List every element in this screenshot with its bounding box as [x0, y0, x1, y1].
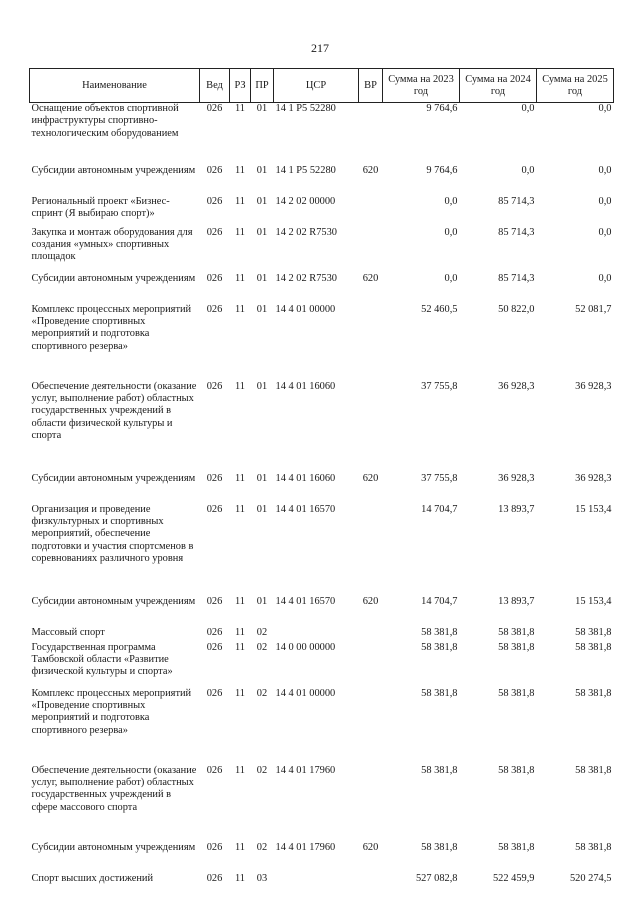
row-sum-2024: 36 928,3: [498, 380, 535, 392]
row-csr: 14 4 01 16570: [275, 503, 336, 515]
row-csr: 14 4 01 17960: [275, 764, 336, 776]
col-header-sum-2023: Сумма на 2023 год: [383, 69, 460, 103]
row-name: Обеспечение деятельности (оказание услуг, выполнение работ) областных государственных учреждений в области физической культуры и спорта: [31, 380, 197, 442]
row-sum-2024: 85 714,3: [498, 195, 535, 207]
row-ved: 026: [206, 841, 223, 853]
row-name: Региональный проект «Бизнес-спринт (Я выбираю спорт)»: [31, 195, 170, 219]
row-sum-2025: 36 928,3: [575, 380, 612, 392]
row-sum-2024: 58 381,8: [498, 764, 535, 776]
row-rz: 11: [234, 641, 245, 653]
row-sum-2023: 58 381,8: [421, 687, 458, 699]
col-header-name: Наименование: [30, 69, 200, 103]
row-sum-2025: 520 274,5: [569, 872, 612, 884]
row-sum-2023: 0,0: [444, 272, 458, 284]
row-pr: 01: [256, 272, 268, 284]
col-header-pr: ПР: [251, 69, 274, 103]
row-sum-2023: 58 381,8: [421, 626, 458, 638]
row-name: Массовый спорт: [31, 626, 105, 638]
row-sum-2024: 0,0: [521, 103, 535, 114]
row-name: Комплекс процессных мероприятий «Проведение спортивных мероприятий и подготовка спортивного резерва»: [31, 303, 192, 352]
table-row: [30, 196, 614, 227]
table-row: [30, 304, 614, 381]
table-row: [30, 165, 614, 196]
row-ved: 026: [206, 164, 223, 176]
row-rz: 11: [234, 872, 245, 884]
row-ved: 026: [206, 195, 223, 207]
row-csr: 14 2 02 R7530: [275, 272, 337, 284]
col-header-rz: РЗ: [230, 69, 251, 103]
row-sum-2023: 0,0: [444, 226, 458, 238]
row-csr: 14 4 01 17960: [275, 841, 336, 853]
row-sum-2024: 0,0: [521, 164, 535, 176]
row-vr: [359, 688, 383, 765]
row-rz: 11: [234, 380, 245, 392]
row-name: Закупка и монтаж оборудования для создания «умных» спортивных площадок: [31, 226, 193, 263]
row-sum-2023: 9 764,6: [426, 103, 458, 114]
row-vr: 620: [362, 841, 379, 853]
row-rz: 11: [234, 195, 245, 207]
row-pr: 01: [256, 195, 268, 207]
row-rz: 11: [234, 226, 245, 238]
row-ved: 026: [206, 595, 223, 607]
row-pr: 01: [256, 103, 268, 114]
row-pr: 01: [256, 472, 268, 484]
row-sum-2025: 58 381,8: [575, 687, 612, 699]
table-row: [30, 627, 614, 642]
row-name: Субсидии автономным учреждениям: [31, 841, 196, 853]
table-row: [30, 504, 614, 596]
row-sum-2025: 0,0: [598, 164, 612, 176]
row-sum-2025: 15 153,4: [575, 503, 612, 515]
row-sum-2025: 0,0: [598, 226, 612, 238]
row-pr: 01: [256, 226, 268, 238]
row-sum-2025: 0,0: [598, 272, 612, 284]
row-sum-2023: 58 381,8: [421, 764, 458, 776]
row-ved: 026: [206, 687, 223, 699]
row-sum-2025: 58 381,8: [575, 841, 612, 853]
table-header-row: [30, 69, 614, 103]
row-rz: 11: [234, 841, 245, 853]
row-sum-2024: 522 459,9: [492, 872, 535, 884]
row-rz: 11: [234, 687, 245, 699]
row-pr: 01: [256, 595, 268, 607]
row-rz: 11: [234, 626, 245, 638]
row-name: Субсидии автономным учреждениям: [31, 595, 196, 607]
row-name: Субсидии автономным учреждениям: [31, 472, 196, 484]
row-rz: 11: [234, 103, 245, 114]
row-pr: 02: [256, 687, 268, 699]
row-sum-2023: 58 381,8: [421, 641, 458, 653]
table-row: [30, 596, 614, 627]
row-sum-2024: 13 893,7: [498, 503, 535, 515]
row-ved: 026: [206, 764, 223, 776]
row-name: Обеспечение деятельности (оказание услуг, выполнение работ) областных государственных учреждений в сфере массового спорта: [31, 764, 197, 813]
row-sum-2024: 85 714,3: [498, 226, 535, 238]
row-csr: 14 4 01 00000: [275, 303, 336, 315]
table-row: [30, 273, 614, 304]
row-ved: 026: [206, 380, 223, 392]
row-sum-2024: 13 893,7: [498, 595, 535, 607]
row-pr: 02: [256, 764, 268, 776]
row-sum-2025: 15 153,4: [575, 595, 612, 607]
row-rz: 11: [234, 503, 245, 515]
row-sum-2024: 58 381,8: [498, 687, 535, 699]
budget-table: [29, 68, 614, 893]
row-sum-2025: 58 381,8: [575, 641, 612, 653]
row-vr: [359, 765, 383, 842]
row-rz: 11: [234, 303, 245, 315]
row-sum-2024: 85 714,3: [498, 272, 535, 284]
row-sum-2023: 37 755,8: [421, 472, 458, 484]
row-rz: 11: [234, 272, 245, 284]
row-sum-2024: 58 381,8: [498, 841, 535, 853]
row-sum-2023: 37 755,8: [421, 380, 458, 392]
row-rz: 11: [234, 164, 245, 176]
row-ved: 026: [206, 626, 223, 638]
row-rz: 11: [234, 472, 245, 484]
row-vr: [359, 196, 383, 227]
col-header-csr: ЦСР: [274, 69, 359, 103]
row-ved: 026: [206, 641, 223, 653]
row-name: Спорт высших достижений: [31, 872, 154, 884]
row-ved: 026: [206, 503, 223, 515]
row-csr: 14 0 00 00000: [275, 641, 336, 653]
row-sum-2023: 14 704,7: [421, 595, 458, 607]
row-name: Комплекс процессных мероприятий «Проведение спортивных мероприятий и подготовка спортивного резерва»: [31, 687, 192, 736]
row-sum-2025: 58 381,8: [575, 764, 612, 776]
row-pr: 01: [256, 503, 268, 515]
row-name: Оснащение объектов спортивной инфраструктуры спортивно-технологическим оборудованием: [31, 103, 179, 139]
row-ved: 026: [206, 272, 223, 284]
row-sum-2025: 0,0: [598, 195, 612, 207]
row-vr: [359, 873, 383, 893]
row-pr: 02: [256, 841, 268, 853]
row-sum-2024: 58 381,8: [498, 641, 535, 653]
row-csr: 14 1 Р5 52280: [275, 164, 336, 176]
row-sum-2023: 9 764,6: [426, 164, 458, 176]
row-pr: 02: [256, 641, 268, 653]
row-sum-2025: 0,0: [598, 103, 612, 114]
row-sum-2023: 14 704,7: [421, 503, 458, 515]
row-name: Субсидии автономным учреждениям: [31, 272, 196, 284]
table-row: [30, 842, 614, 873]
row-pr: 01: [256, 164, 268, 176]
row-vr: 620: [362, 595, 379, 607]
row-vr: 620: [362, 164, 379, 176]
row-rz: 11: [234, 595, 245, 607]
row-vr: [359, 627, 383, 642]
table-row: [30, 642, 614, 688]
row-vr: [359, 504, 383, 596]
row-pr: 02: [256, 626, 268, 638]
row-csr: 14 4 01 00000: [275, 687, 336, 699]
table-row: [30, 381, 614, 473]
table-row: [30, 103, 614, 165]
row-sum-2025: 52 081,7: [575, 303, 612, 315]
row-name: Государственная программа Тамбовской области «Развитие физической культуры и спорта»: [31, 641, 173, 678]
row-ved: 026: [206, 103, 223, 114]
row-sum-2023: 0,0: [444, 195, 458, 207]
row-csr: 14 1 Р5 52280: [275, 103, 336, 114]
table-row: [30, 688, 614, 765]
table-row: [30, 873, 614, 893]
row-rz: 11: [234, 764, 245, 776]
row-sum-2025: 36 928,3: [575, 472, 612, 484]
row-vr: 620: [362, 472, 379, 484]
row-vr: 620: [362, 272, 379, 284]
row-sum-2023: 527 082,8: [415, 872, 458, 884]
table-row: [30, 227, 614, 273]
table-row: [30, 473, 614, 504]
row-pr: 03: [256, 872, 268, 884]
row-csr: 14 4 01 16570: [275, 595, 336, 607]
row-csr: 14 4 01 16060: [275, 472, 336, 484]
row-sum-2023: 58 381,8: [421, 841, 458, 853]
row-csr: [274, 873, 359, 893]
table-body: [30, 103, 614, 893]
row-ved: 026: [206, 872, 223, 884]
row-vr: [359, 381, 383, 473]
row-ved: 026: [206, 472, 223, 484]
col-header-ved: Вед: [200, 69, 230, 103]
row-name: Организация и проведение физкультурных и спортивных мероприятий, обеспечение подготовки и участия спортсменов в соревнованиях различного уровня: [31, 503, 194, 565]
col-header-vr: ВР: [359, 69, 383, 103]
row-sum-2025: 58 381,8: [575, 626, 612, 638]
row-csr: [274, 627, 359, 642]
page-number: 217: [311, 41, 329, 55]
row-sum-2024: 36 928,3: [498, 472, 535, 484]
row-pr: 01: [256, 303, 268, 315]
row-csr: 14 4 01 16060: [275, 380, 336, 392]
row-ved: 026: [206, 303, 223, 315]
row-sum-2024: 58 381,8: [498, 626, 535, 638]
table-row: [30, 765, 614, 842]
row-sum-2023: 52 460,5: [421, 303, 458, 315]
row-ved: 026: [206, 226, 223, 238]
row-vr: [359, 304, 383, 381]
col-header-sum-2024: Сумма на 2024 год: [460, 69, 537, 103]
row-name: Субсидии автономным учреждениям: [31, 164, 196, 176]
row-vr: [359, 642, 383, 688]
row-pr: 01: [256, 380, 268, 392]
row-csr: 14 2 02 R7530: [275, 226, 337, 238]
row-vr: [359, 227, 383, 273]
col-header-sum-2025: Сумма на 2025 год: [537, 69, 614, 103]
row-vr: [359, 103, 383, 165]
row-csr: 14 2 02 00000: [275, 195, 336, 207]
row-sum-2024: 50 822,0: [498, 303, 535, 315]
